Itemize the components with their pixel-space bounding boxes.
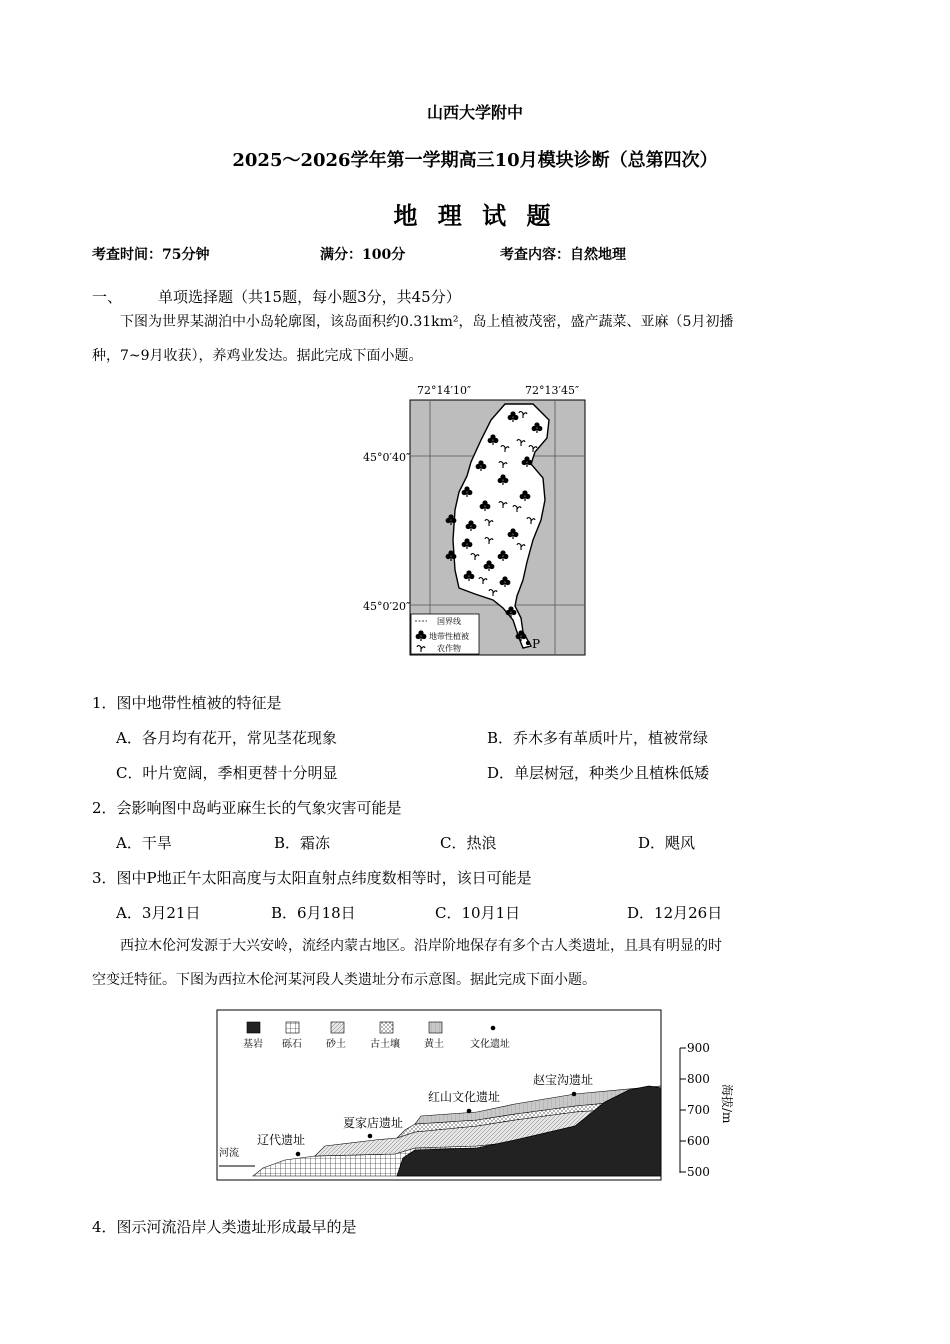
elevation-axis-label: 海拔/m xyxy=(720,1084,734,1124)
question-3-stem: 3．图中P地正午太阳高度与太阳直射点纬度数相等时，该日可能是 xyxy=(92,869,532,887)
exam-content: 考查内容：自然地理 xyxy=(500,247,626,263)
q3-option-b[interactable]: B．6月18日 xyxy=(271,904,356,922)
xiajiadian-site-label: 夏家店遗址 xyxy=(343,1116,404,1130)
exam-time: 考查时间：75分钟 xyxy=(92,247,210,263)
lat-top-label: 45°0′40″ xyxy=(363,451,411,464)
legend-sand-label: 砂土 xyxy=(326,1039,346,1050)
tick-600: 600 xyxy=(687,1134,710,1148)
liao-site-label: 辽代遗址 xyxy=(257,1133,306,1147)
school-name: 山西大学附中 xyxy=(426,103,523,122)
legend-loess-label: 黄土 xyxy=(424,1039,444,1050)
legend-paleosol-label: 古土壤 xyxy=(370,1039,400,1050)
passage-2-line-1: 西拉木伦河发源于大兴安岭，流经内蒙古地区。沿岸阶地保存有多个古人类遗址，且具有明显的时 xyxy=(120,938,722,954)
legend-gravel-label: 砾石 xyxy=(282,1039,302,1050)
section-title: 单项选择题（共15题，每小题3分，共45分） xyxy=(158,288,461,306)
passage-1-line-1: 下图为世界某湖泊中小岛轮廓图，该岛面积约0.31km²，岛上植被茂密，盛产蔬菜、亚麻（5月初播 xyxy=(120,314,734,330)
elevation-ticks xyxy=(680,1048,686,1172)
q2-option-d[interactable]: D．飓风 xyxy=(638,834,696,852)
loess-legend-swatch xyxy=(429,1022,442,1033)
river-label: 河流 xyxy=(219,1148,239,1159)
q2-option-b[interactable]: B．霜冻 xyxy=(274,834,331,852)
q1-option-c[interactable]: C．叶片宽阔，季相更替十分明显 xyxy=(116,764,338,782)
lon-right-label: 72°13′45″ xyxy=(525,384,580,397)
zhaobaogou-site-label: 赵宝沟遗址 xyxy=(533,1073,594,1087)
legend-crop-label: 农作物 xyxy=(437,644,461,653)
passage-1 xyxy=(92,305,862,373)
passage-2 xyxy=(92,929,862,997)
question-4-stem: 4．图示河流沿岸人类遗址形成最早的是 xyxy=(92,1218,357,1236)
liao-site-marker xyxy=(296,1152,301,1157)
island-map xyxy=(355,380,595,665)
legend-vegetation-label: 地带性植被 xyxy=(429,632,469,641)
passage-2-line-2: 空变迁特征。下图为西拉木伦河某河段人类遗址分布示意图。据此完成下面小题。 xyxy=(92,972,596,988)
q3-option-c[interactable]: C．10月1日 xyxy=(435,904,521,922)
q1-option-d[interactable]: D．单层树冠，种类少且植株低矮 xyxy=(487,764,710,782)
sand-legend-swatch xyxy=(331,1022,344,1033)
tick-800: 800 xyxy=(687,1072,710,1086)
legend-border-label: 国界线 xyxy=(437,617,461,626)
full-score: 满分：100分 xyxy=(320,247,406,263)
xiajiadian-site-marker xyxy=(368,1134,373,1139)
bedrock-legend-swatch xyxy=(247,1022,260,1033)
gravel-legend-swatch xyxy=(286,1022,299,1033)
q2-option-a[interactable]: A．干旱 xyxy=(116,834,172,852)
tick-500: 500 xyxy=(687,1165,710,1179)
paper-title: 地 理 试 题 xyxy=(393,201,557,230)
section-number: 一、 xyxy=(92,288,123,306)
point-p-label: P xyxy=(532,637,541,651)
tick-900: 900 xyxy=(687,1041,710,1055)
exam-title: 2025～2026学年第一学期高三10月模块诊断（总第四次） xyxy=(232,150,718,171)
q1-option-a[interactable]: A．各月均有花开，常见茎花现象 xyxy=(116,729,337,747)
lon-left-label: 72°14′10″ xyxy=(417,384,472,397)
q3-option-a[interactable]: A．3月21日 xyxy=(116,904,201,922)
q1-option-b[interactable]: B．乔木多有革质叶片，植被常绿 xyxy=(487,729,709,747)
q3-option-d[interactable]: D．12月26日 xyxy=(627,904,723,922)
cultural-site-legend-dot xyxy=(491,1026,496,1031)
paleosol-legend-swatch xyxy=(380,1022,393,1033)
question-1-stem: 1．图中地带性植被的特征是 xyxy=(92,694,282,712)
question-2-stem: 2．会影响图中岛屿亚麻生长的气象灾害可能是 xyxy=(92,799,402,817)
lat-bottom-label: 45°0′20″ xyxy=(363,600,411,613)
hongshan-site-label: 红山文化遗址 xyxy=(428,1090,501,1104)
legend-bedrock-label: 基岩 xyxy=(243,1039,263,1050)
legend-site-label: 文化遗址 xyxy=(470,1039,510,1050)
q2-option-c[interactable]: C．热浪 xyxy=(440,834,497,852)
tick-700: 700 xyxy=(687,1103,710,1117)
terrace-profile-diagram xyxy=(215,1008,745,1188)
hongshan-site-marker xyxy=(467,1109,472,1114)
passage-1-line-2: 种，7~9月收获），养鸡业发达。据此完成下面小题。 xyxy=(92,348,423,364)
point-p-marker xyxy=(526,641,530,645)
zhaobaogou-site-marker xyxy=(572,1092,577,1097)
section-heading xyxy=(92,286,461,307)
